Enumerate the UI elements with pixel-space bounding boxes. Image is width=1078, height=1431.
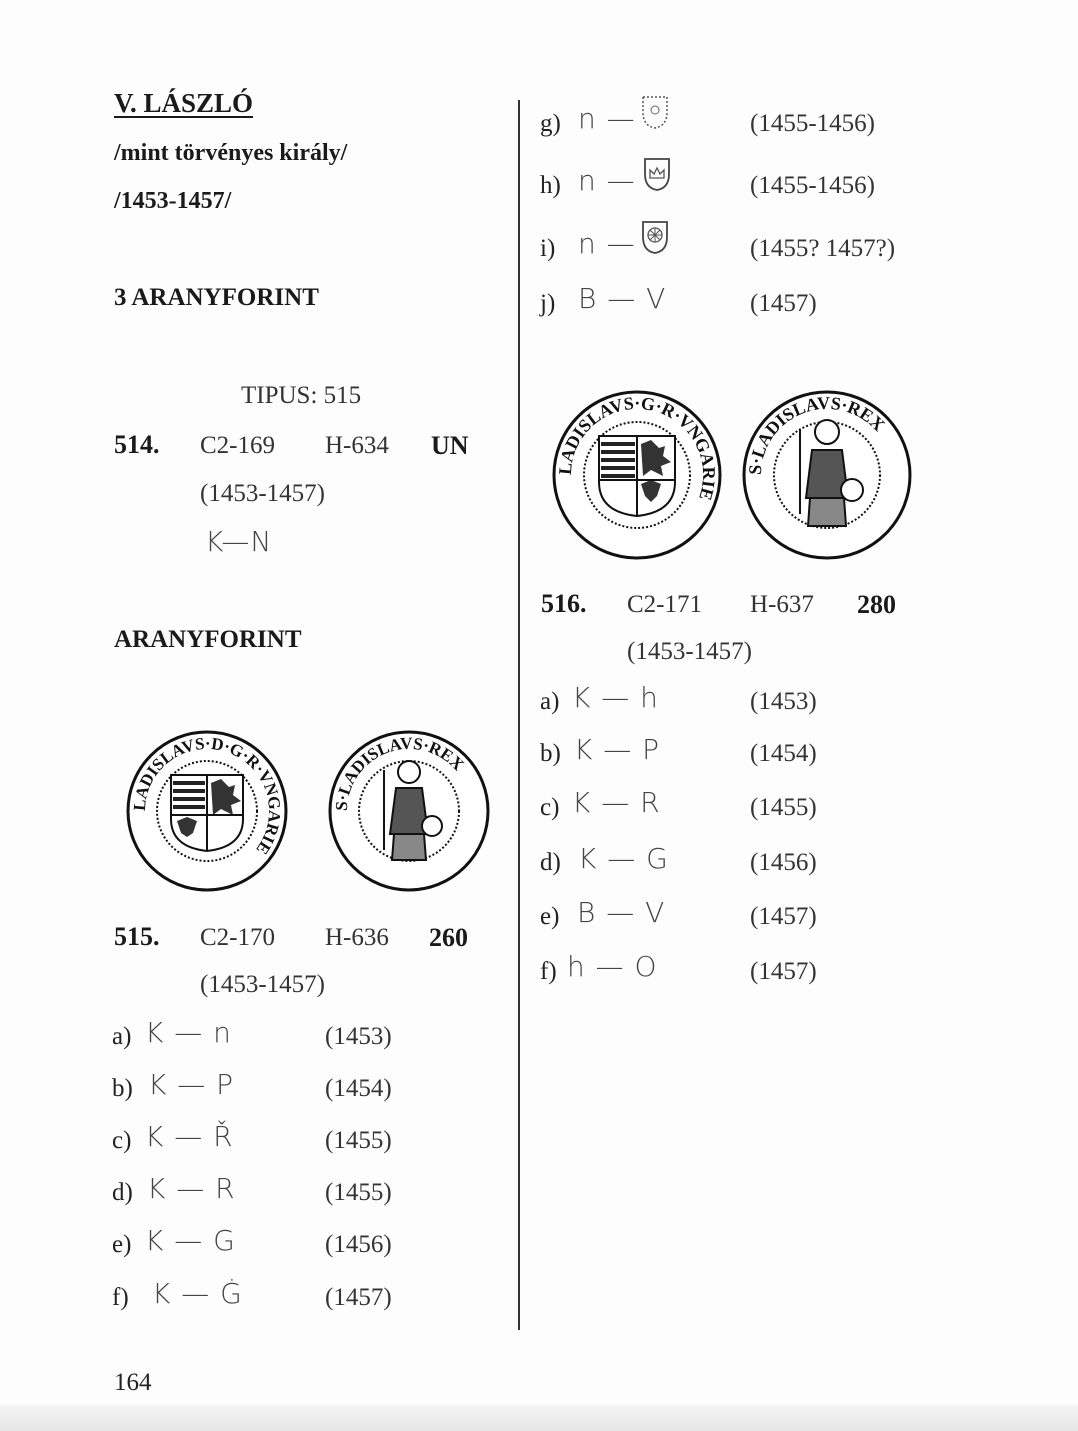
variant-mark: B — V bbox=[577, 896, 666, 929]
page-number: 164 bbox=[114, 1369, 152, 1396]
page-subtitle: /mint törvényes király/ bbox=[114, 140, 348, 166]
entry-value: UN bbox=[431, 431, 469, 460]
variant-mark: K — P bbox=[148, 1068, 235, 1101]
variant-mark: K — Ġ bbox=[152, 1277, 243, 1310]
coin-legend: S·LADISLAVS·REX bbox=[744, 392, 889, 476]
entry-years: (1453-1457) bbox=[627, 638, 752, 665]
entry-h: H-636 bbox=[325, 924, 389, 951]
variant-label: j) bbox=[540, 290, 556, 317]
entry-number: 516. bbox=[541, 589, 587, 618]
coin-obverse-515 bbox=[126, 730, 288, 892]
tipus-label: TIPUS: 515 bbox=[241, 382, 362, 409]
variant-mark: h — O bbox=[567, 950, 658, 983]
wheel-shield-icon bbox=[640, 219, 670, 255]
column-divider bbox=[518, 100, 520, 1330]
variant-years: (1456) bbox=[325, 1231, 392, 1258]
shield-icon bbox=[640, 94, 670, 130]
entry-value: 260 bbox=[429, 923, 468, 952]
entry-number: 515. bbox=[114, 922, 160, 951]
variant-years: (1455) bbox=[325, 1127, 392, 1154]
variant-years: (1454) bbox=[325, 1075, 392, 1102]
variant-label: b) bbox=[540, 740, 561, 767]
coin-legend: S·LADISLAVS·REX bbox=[331, 733, 468, 812]
variant-mark: K — G bbox=[145, 1224, 236, 1257]
variant-years: (1457) bbox=[750, 290, 817, 317]
variant-mark: n — bbox=[578, 227, 636, 260]
variant-label: g) bbox=[540, 110, 561, 137]
variant-mark: K — h bbox=[572, 681, 659, 714]
variant-years: (1453) bbox=[750, 688, 817, 715]
variant-mark: K — P bbox=[574, 733, 661, 766]
variant-years: (1457) bbox=[750, 958, 817, 985]
variant-mark: B — V bbox=[578, 282, 667, 315]
variant-label: a) bbox=[540, 688, 560, 715]
page-title: V. LÁSZLÓ bbox=[114, 88, 254, 118]
variant-years: (1455) bbox=[325, 1179, 392, 1206]
crown-shield-icon bbox=[642, 156, 672, 192]
entry-c2: C2-170 bbox=[200, 924, 275, 951]
entry-value: 280 bbox=[857, 590, 896, 619]
variant-label: d) bbox=[540, 849, 561, 876]
entry-h: H-637 bbox=[750, 591, 814, 618]
variant-years: (1453) bbox=[325, 1023, 392, 1050]
variant-label: b) bbox=[112, 1075, 133, 1102]
variant-years: (1455? 1457?) bbox=[750, 235, 896, 262]
coin-legend: LADISLAVS·D·G·R·VNGARIE bbox=[129, 733, 285, 858]
variant-label: a) bbox=[112, 1023, 132, 1050]
entry-c2: C2-169 bbox=[200, 432, 275, 459]
variant-mark: K — R bbox=[147, 1172, 236, 1205]
variant-label: f) bbox=[540, 958, 557, 985]
variant-mark: K — n bbox=[145, 1016, 232, 1049]
variant-label: c) bbox=[540, 794, 560, 821]
entry-h: H-634 bbox=[325, 432, 389, 459]
variant-mark: K — G bbox=[578, 842, 669, 875]
entry-years: (1453-1457) bbox=[200, 480, 325, 507]
entry-c2: C2-171 bbox=[627, 591, 702, 618]
variant-years: (1457) bbox=[325, 1284, 392, 1311]
coin-legend: LADISLAVS·G·R·VNGARIE bbox=[554, 392, 720, 503]
variant-label: e) bbox=[540, 903, 560, 930]
variant-mark: K — Ř bbox=[145, 1120, 234, 1153]
coin-reverse-515 bbox=[328, 730, 490, 892]
section-heading-3-aranyforint: 3 ARANYFORINT bbox=[114, 284, 319, 311]
variant-mark: n — bbox=[578, 102, 636, 135]
variant-years: (1455-1456) bbox=[750, 110, 875, 137]
variant-years: (1455) bbox=[750, 794, 817, 821]
section-heading-aranyforint: ARANYFORINT bbox=[114, 626, 302, 653]
variant-label: e) bbox=[112, 1231, 132, 1258]
variant-years: (1456) bbox=[750, 849, 817, 876]
variant-mark: K — R bbox=[572, 786, 661, 819]
bottom-bar bbox=[0, 1405, 1078, 1431]
mintmark: K—N bbox=[205, 525, 273, 558]
page-years: /1453-1457/ bbox=[114, 188, 232, 214]
entry-number: 514. bbox=[114, 430, 160, 459]
variant-label: h) bbox=[540, 172, 561, 199]
variant-mark: n — bbox=[578, 164, 636, 197]
variant-years: (1455-1456) bbox=[750, 172, 875, 199]
variant-years: (1454) bbox=[750, 740, 817, 767]
variant-label: d) bbox=[112, 1179, 133, 1206]
variant-label: i) bbox=[540, 235, 556, 262]
coin-reverse-516 bbox=[742, 390, 912, 560]
entry-years: (1453-1457) bbox=[200, 971, 325, 998]
variant-years: (1457) bbox=[750, 903, 817, 930]
variant-label: c) bbox=[112, 1127, 132, 1154]
variant-label: f) bbox=[112, 1284, 129, 1311]
coin-obverse-516 bbox=[552, 390, 722, 560]
